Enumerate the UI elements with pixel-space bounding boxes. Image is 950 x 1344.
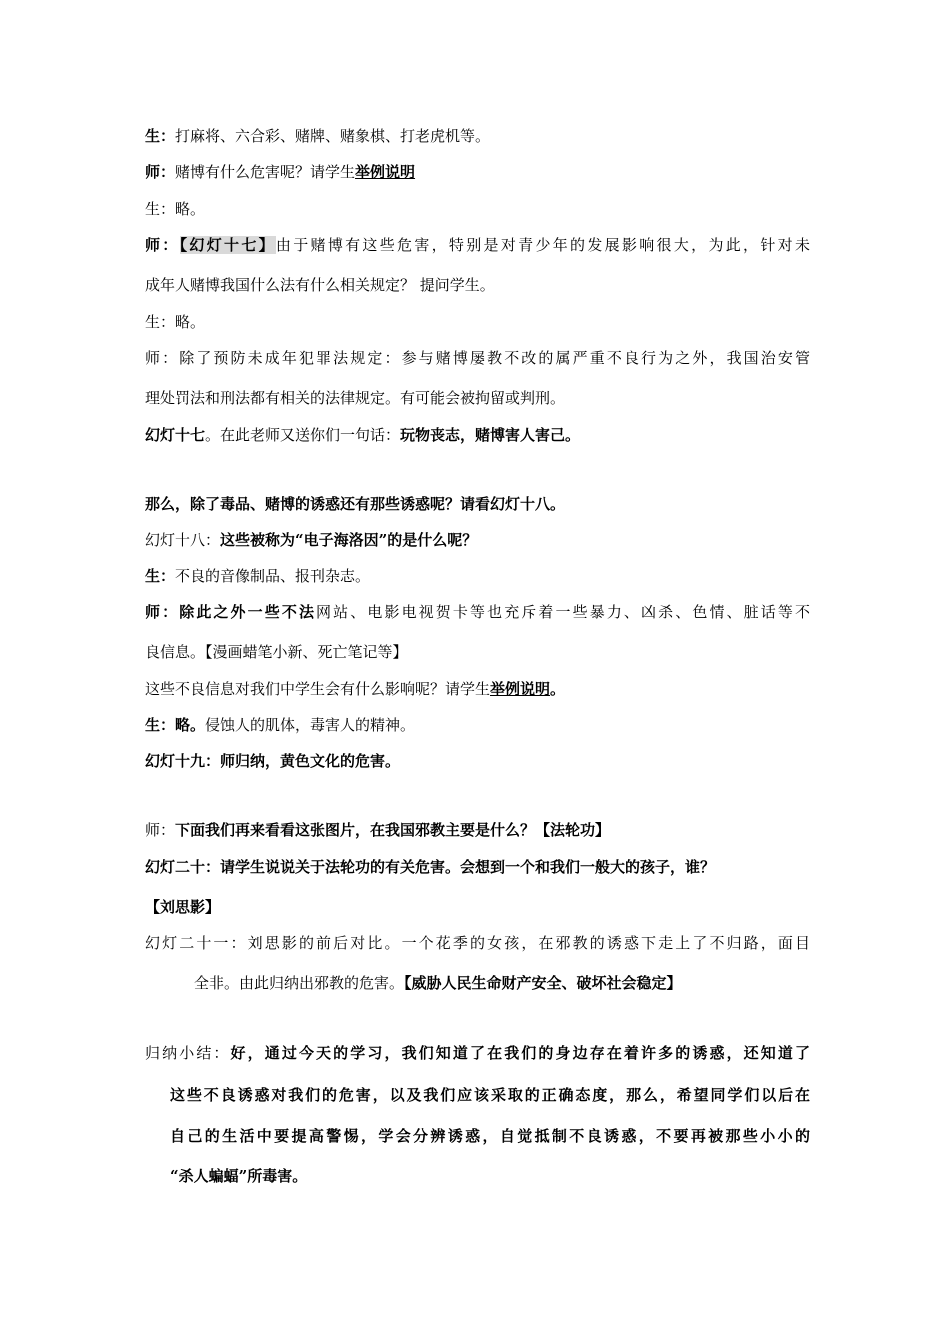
slide-marker-highlight: 【幻灯十七】 [179, 236, 276, 254]
speaker-student: 生：略。 [145, 716, 206, 734]
paragraph-slide-21-cont [194, 973, 810, 993]
paragraph-text: 理处罚法和刑法都有相关的法律规定。有可能会被拘留或判刑。 [145, 389, 566, 407]
paragraph-influence-question [145, 679, 810, 699]
paragraph-text: 自己的生活中要提高警惕，学会分辨诱惑，自觉抵制不良诱惑，不要再被那些小小的 [170, 1127, 810, 1145]
paragraph-teacher-gambling-harm-question [145, 162, 810, 182]
paragraph-student-harm-answer [145, 715, 810, 735]
paragraph-text: 侵蚀人的肌体，毒害人的精神。 [205, 716, 416, 734]
paragraph-student-omitted [145, 312, 810, 332]
paragraph-text: 不良的音像制品、报刊杂志。 [175, 567, 371, 585]
paragraph-slide-17-intro-cont [145, 275, 810, 295]
punctuation: 。 [550, 680, 566, 698]
speaker-teacher: 师： [145, 236, 180, 254]
paragraph-teacher-law-explanation [145, 348, 810, 368]
quote-text: 玩物丧志，赌博害人害己。 [400, 426, 581, 444]
summary-label: 归纳小结： [145, 1044, 231, 1062]
paragraph-slide-18 [145, 530, 810, 550]
paragraph-text: 这些不良信息对我们中学生会有什么影响呢？请学生 [145, 680, 491, 698]
paragraph-teacher-cult-question [145, 820, 810, 840]
paragraph-text: 下面我们再来看看这张图片，在我国邪教主要是什么？【法轮功】 [175, 821, 611, 839]
slide-label: 幻灯十九： [145, 752, 221, 770]
paragraph-student-answer-media [145, 566, 810, 586]
speaker-teacher: 师： [145, 163, 176, 181]
paragraph-text: 网站、电影电视贺卡等也充斥着一些暴力、凶杀、色情、脏话等不 [316, 603, 810, 621]
paragraph-text: 师归纳，黄色文化的危害。 [220, 752, 401, 770]
paragraph-slide-21 [145, 933, 810, 953]
paragraph-student-answer-gambling-types [145, 126, 810, 146]
paragraph-text: 这些被称为“电子海洛因”的是什么呢？ [220, 531, 478, 549]
paragraph-slide-17-intro [145, 235, 810, 255]
paragraph-summary-cont-2 [170, 1126, 810, 1146]
paragraph-other-temptations [145, 494, 810, 514]
paragraph-text: 由于赌博有这些危害，特别是对青少年的发展影响很大，为此，针对未 [275, 236, 810, 254]
paragraph-slide-19 [145, 751, 810, 771]
paragraph-summary [145, 1043, 810, 1063]
speaker-teacher-lead: 师：除此之外一些不法 [145, 603, 317, 621]
underlined-keyword: 举例说明 [355, 163, 416, 181]
paragraph-slide-20-answer [145, 897, 810, 917]
slide-label: 幻灯二十： [145, 858, 221, 876]
paragraph-emphasis: 【威胁人民生命财产安全、破坏社会稳定】 [404, 974, 682, 992]
paragraph-summary-cont-3 [170, 1166, 810, 1186]
paragraph-text: 请学生说说关于法轮功的有关危害。会想到一个和我们一般大的孩子，谁？ [220, 858, 716, 876]
paragraph-text: 。在此老师又送你们一句话： [205, 426, 401, 444]
paragraph-teacher-bad-info-cont [145, 642, 810, 662]
paragraph-text: 生：略。 [145, 200, 206, 218]
speaker-teacher: 师： [145, 821, 176, 839]
paragraph-text: 赌博有什么危害呢？请学生 [175, 163, 356, 181]
paragraph-summary-cont-1 [170, 1085, 810, 1105]
paragraph-text: 成年人赌博我国什么法有什么相关规定？ 提问学生。 [145, 276, 495, 294]
paragraph-text: 良信息。【漫画蜡笔小新、死亡笔记等】 [145, 643, 408, 661]
slide-label: 幻灯十八： [145, 531, 221, 549]
paragraph-student-omitted [145, 199, 810, 219]
underlined-keyword: 举例说明 [490, 680, 551, 698]
paragraph-text: “杀人蝙蝠”所毒害。 [170, 1167, 308, 1185]
paragraph-text: 生：略。 [145, 313, 206, 331]
paragraph-slide-20 [145, 857, 810, 877]
slide-label: 幻灯十七 [145, 426, 206, 444]
paragraph-text: 【刘思影】 [145, 898, 221, 916]
speaker-student: 生： [145, 127, 176, 145]
paragraph-slide-17-quote [145, 425, 810, 445]
paragraph-text: 师：除了预防未成年犯罪法规定：参与赌博屡教不改的属严重不良行为之外，我国治安管 [145, 349, 810, 367]
slide-label: 幻灯二十一： [145, 934, 248, 952]
paragraph-text: 打麻将、六合彩、赌牌、赌象棋、打老虎机等。 [175, 127, 491, 145]
paragraph-text: 那么，除了毒品、赌博的诱惑还有那些诱惑呢？请看幻灯十八。 [145, 495, 566, 513]
paragraph-text: 这些不良诱惑对我们的危害，以及我们应该采取的正确态度，那么，希望同学们以后在 [170, 1086, 810, 1104]
speaker-student: 生： [145, 567, 176, 585]
paragraph-text: 好，通过今天的学习，我们知道了在我们的身边存在着许多的诱惑，还知道了 [230, 1044, 810, 1062]
paragraph-teacher-bad-info [145, 602, 810, 622]
paragraph-text: 刘思影的前后对比。一个花季的女孩，在邪教的诱惑下走上了不归路，面目 [247, 934, 810, 952]
paragraph-text: 全非。由此归纳出邪教的危害。 [194, 974, 405, 992]
paragraph-teacher-law-explanation-cont [145, 388, 810, 408]
